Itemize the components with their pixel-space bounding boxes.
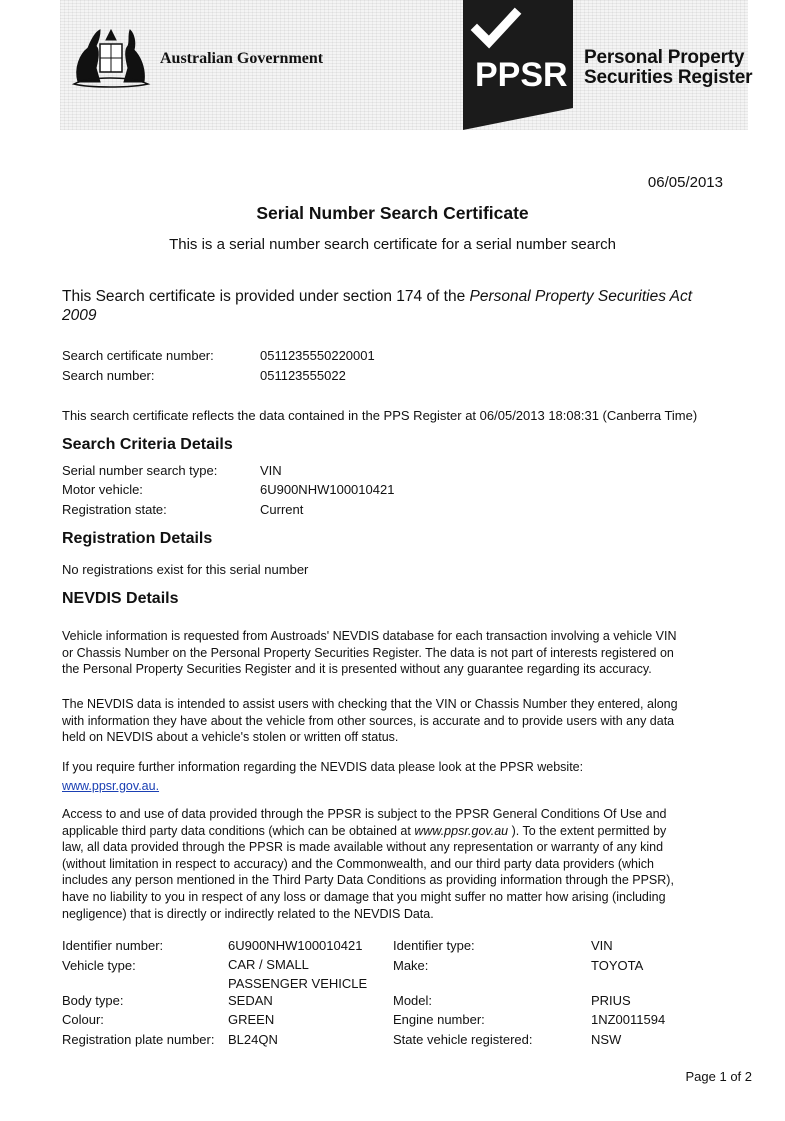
nevdis-heading: NEVDIS Details bbox=[62, 590, 179, 607]
nevdis-p4-line: negligence) that is directly or indirectly related to the NEVDIS Data. bbox=[62, 906, 434, 921]
make-label: Make: bbox=[393, 958, 429, 973]
nevdis-p4-line: (without limitation in respect to accuracy) and the Commonwealth, and our third party data providers (which bbox=[62, 856, 654, 871]
registration-state-value: Current bbox=[260, 502, 304, 517]
engine-number-value: 1NZ0011594 bbox=[591, 1012, 666, 1027]
state-registered-value: NSW bbox=[591, 1032, 622, 1047]
act-name: Personal Property Securities Act bbox=[469, 288, 693, 305]
vehicle-type-line: CAR / SMALL bbox=[228, 957, 309, 972]
body-type-value: SEDAN bbox=[228, 993, 273, 1008]
act-year: 2009 bbox=[62, 307, 97, 324]
nevdis-paragraph-4 bbox=[62, 806, 732, 922]
model-label: Model: bbox=[393, 993, 433, 1008]
provision-statement bbox=[62, 287, 742, 325]
colour-label: Colour: bbox=[62, 1012, 104, 1027]
reflects-statement: This search certificate reflects the data contained in the PPS Register at 06/05/2013 18:08:31 (Canberra Time) bbox=[62, 408, 698, 423]
page-title: Serial Number Search Certificate bbox=[256, 203, 529, 223]
registration-state-label: Registration state: bbox=[62, 502, 167, 517]
nevdis-p1-line: or Chassis Number on the Personal Property Securities Register. The data is not part of interests registered on bbox=[62, 645, 674, 660]
ppsr-logo bbox=[463, 0, 573, 130]
plate-number-value: BL24QN bbox=[228, 1032, 278, 1047]
certificate-date: 06/05/2013 bbox=[647, 174, 723, 191]
model-value: PRIUS bbox=[591, 993, 631, 1008]
motor-vehicle-value: 6U900NHW100010421 bbox=[260, 482, 395, 497]
nevdis-paragraph-3 bbox=[62, 759, 732, 794]
nevdis-p2-line: The NEVDIS data is intended to assist users with checking that the VIN or Chassis Number they entered, along bbox=[62, 697, 678, 711]
make-value: TOYOTA bbox=[591, 958, 644, 973]
coat-of-arms-icon bbox=[70, 24, 152, 90]
state-registered-label: State vehicle registered: bbox=[393, 1032, 533, 1047]
nevdis-p4-text: ). To the extent permitted by bbox=[508, 823, 667, 838]
provision-text: This Search certificate is provided under section 174 of the bbox=[62, 288, 470, 305]
identifier-number-label: Identifier number: bbox=[62, 938, 164, 953]
criteria-heading: Search Criteria Details bbox=[62, 436, 233, 453]
ppsr-website-link[interactable]: www.ppsr.gov.au. bbox=[62, 778, 160, 793]
nevdis-p4-line: includes any person mentioned in the Third Party Data Conditions as providing information through the PPSR), bbox=[62, 873, 674, 888]
plate-number-label: Registration plate number: bbox=[62, 1032, 215, 1047]
nevdis-p2-line: held on NEVDIS about a vehicle's stolen or written off status. bbox=[62, 730, 399, 744]
page-subtitle: This is a serial number search certificate for a serial number search bbox=[169, 236, 616, 253]
nevdis-p4-line: Access to and use of data provided through the PPSR is subject to the PPSR General Conditions Of Use and bbox=[62, 807, 667, 821]
nevdis-paragraph-2 bbox=[62, 696, 732, 746]
engine-number-label: Engine number: bbox=[393, 1012, 485, 1027]
register-title-line2: Securities Register bbox=[584, 67, 753, 88]
vehicle-type-line: PASSENGER VEHICLE bbox=[228, 976, 368, 991]
register-title bbox=[584, 48, 752, 88]
nevdis-p4-text: applicable third party data conditions (which can be obtained at bbox=[62, 823, 415, 838]
nevdis-p1-line: Vehicle information is requested from Austroads' NEVDIS database for each transaction involving a vehicle VIN bbox=[62, 629, 677, 643]
nevdis-p4-line: have no liability to you in respect of any loss or damage that you might suffer no matter how arising (including bbox=[62, 889, 666, 904]
nevdis-p4-line: law, all data provided through the PPSR is made available without any representation or warranty of any kind bbox=[62, 840, 664, 855]
ppsr-site-text: www.ppsr.gov.au bbox=[414, 823, 509, 838]
ppsr-logo-text: PPSR bbox=[475, 56, 568, 94]
search-type-label: Serial number search type: bbox=[62, 463, 218, 478]
register-title-line1: Personal Property bbox=[584, 47, 745, 68]
nevdis-paragraph-1 bbox=[62, 628, 732, 678]
nevdis-p2-line: with information they have about the vehicle from other sources, is accurate and to provide users with any data bbox=[62, 713, 675, 728]
government-name: Australian Government bbox=[160, 50, 324, 67]
motor-vehicle-label: Motor vehicle: bbox=[62, 482, 143, 497]
nevdis-p4-line bbox=[62, 823, 732, 840]
search-number-label: Search number: bbox=[62, 368, 155, 383]
body-type-label: Body type: bbox=[62, 993, 124, 1008]
identifier-type-label: Identifier type: bbox=[393, 938, 475, 953]
nevdis-p3-line: If you require further information regarding the NEVDIS data please look at the PPSR website: bbox=[62, 760, 584, 774]
identifier-number-value: 6U900NHW100010421 bbox=[228, 938, 363, 953]
identifier-type-value: VIN bbox=[591, 938, 613, 953]
colour-value: GREEN bbox=[228, 1012, 275, 1027]
cert-number-value: 0511235550220001 bbox=[260, 348, 375, 363]
cert-number-label: Search certificate number: bbox=[62, 348, 214, 363]
search-type-value: VIN bbox=[260, 463, 282, 478]
registration-text: No registrations exist for this serial number bbox=[62, 562, 309, 577]
nevdis-p1-line: the Personal Property Securities Register and it is presented without any guarantee regarding its accuracy. bbox=[62, 662, 652, 676]
registration-heading: Registration Details bbox=[62, 530, 213, 547]
search-number-value: 051123555022 bbox=[260, 368, 346, 383]
vehicle-type-value bbox=[228, 955, 367, 993]
page-number: Page 1 of 2 bbox=[685, 1069, 752, 1084]
vehicle-type-label: Vehicle type: bbox=[62, 958, 136, 973]
